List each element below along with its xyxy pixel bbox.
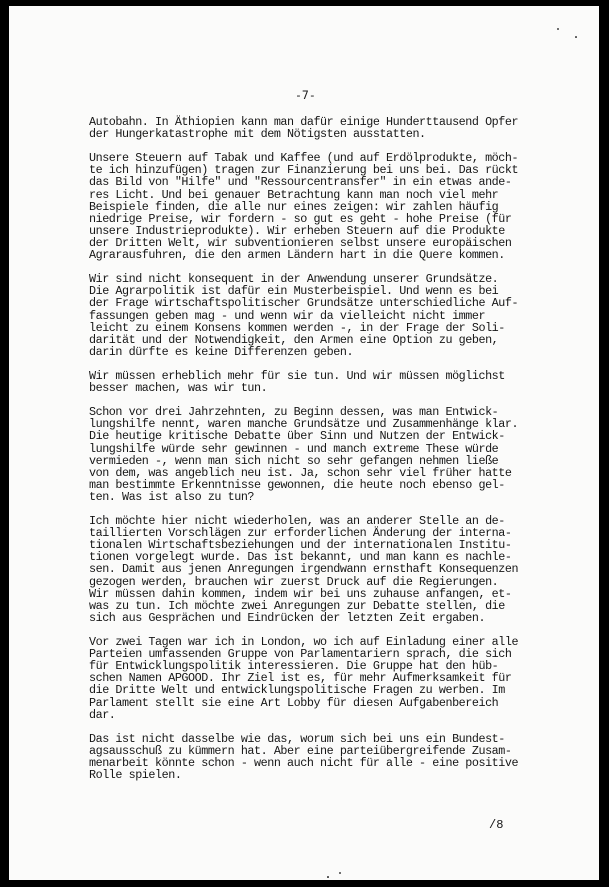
text-line: von dem, was angeblich neu ist. Ja, schon sehr viel früher hatte [89,465,512,480]
text-line: Parteien umfassenden Gruppe von Parlamentariern sprach, die sich [89,647,512,662]
text-line: Unsere Steuern auf Tabak und Kaffee (und auf Erdölprodukte, möch- [89,151,519,166]
scan-speck [327,876,329,878]
text-line: Agrarausfuhren, die den armen Ländern hart in die Quere kommen. [89,248,505,263]
text-line: Wir müssen erheblich mehr für sie tun. Und wir müssen möglichst [89,368,505,383]
text-line: res Licht. Und bei genauer Betrachtung kann man noch viel mehr [89,187,499,202]
scan-speck [575,36,577,38]
scan-speck [339,872,341,874]
text-line: te ich hinzufügen) tragen zur Finanzierung bei uns bei. Das rückt [89,163,519,178]
paragraph [89,152,559,261]
text-line: Wir sind nicht konsequent in der Anwendung unserer Grundsätze. [89,272,499,287]
text-line: tionen vorgelegt wurde. Das ist bekannt, und man kann es nachle- [89,550,512,565]
text-line: der Hungerkatastrophe mit dem Nötigsten ausstatten. [89,127,426,142]
text-line: Rolle spielen. [89,768,182,783]
text-line: Vor zwei Tagen war ich in London, wo ich auf Einladung einer alle [89,635,519,650]
paragraph [89,515,559,624]
text-line: Parlament stellt sie eine Art Lobby für diesen Aufgabenbereich [89,695,499,710]
paragraph [89,273,559,358]
text-line: schen Namen APGOOD. Ihr Ziel ist es, für mehr Aufmerksamkeit für [89,671,512,686]
paragraph [89,116,559,140]
paragraph [89,733,559,781]
document-page [9,6,599,880]
text-line: sich aus Gesprächen und Eindrücken der letzten Zeit ergaben. [89,610,486,625]
text-line: Das ist nicht dasselbe wie das, worum sich bei uns ein Bundest- [89,731,505,746]
text-line: man bestimmte Erkenntnisse gewonnen, die heute noch ebenso gel- [89,477,505,492]
text-line: agsausschuß zu kümmern hat. Aber eine parteiübergreifende Zusam- [89,743,512,758]
scan-speck [557,28,559,30]
text-line: für Entwicklungspolitik interessieren. Die Gruppe hat den hüb- [89,659,499,674]
text-line: Die Agrarpolitik ist dafür ein Musterbeispiel. Und wenn es bei [89,284,499,299]
text-line: ten. Was ist also zu tun? [89,489,255,504]
text-line: fassungen geben mag - und wenn wir da vielleicht nicht immer [89,308,486,323]
text-line: gezogen werden, brauchen wir zuerst Druck auf die Regierungen. [89,574,499,589]
text-line: dar. [89,707,116,722]
text-line: darität und der Notwendigkeit, den Armen eine Option zu geben, [89,332,499,347]
paragraph [89,636,559,721]
text-line: vermieden -, wenn man sich nicht so sehr gefangen nehmen ließe [89,453,499,468]
text-line: Die heutige kritische Debatte über Sinn und Nutzen der Entwick- [89,429,505,444]
text-line: niedrige Preise, wir fordern - so gut es geht - hohe Preise (für [89,211,512,226]
text-line: unsere Industrieprodukte). Wir erheben Steuern auf die Produkte [89,223,505,238]
text-line: Ich möchte hier nicht wiederholen, was an anderer Stelle an de- [89,514,505,529]
text-line: besser machen, was wir tun. [89,381,268,396]
document-body [89,116,559,793]
text-line: das Bild von "Hilfe" und "Ressourcentransfer" in ein etwas ande- [89,175,512,190]
text-line: Schon vor drei Jahrzehnten, zu Beginn dessen, was man Entwick- [89,405,499,420]
text-line: die Dritte Welt und entwicklungspolitische Fragen zu werben. Im [89,683,505,698]
page-number: -7- [295,88,316,102]
text-line: Autobahn. In Äthiopien kann man dafür einige Hunderttausend Opfer [89,115,519,129]
text-line: was zu tun. Ich möchte zwei Anregungen zur Debatte stellen, die [89,598,505,613]
text-line: der Frage wirtschaftspolitischer Grundsätze unterschiedliche Auf- [89,296,519,311]
text-line: lungshilfe würde sehr gewinnen - und manch extreme These würde [89,441,499,456]
text-line: lungshilfe nennt, waren manche Grundsätze und Zusammenhänge klar. [89,417,519,432]
text-line: Beispiele finden, die alle nur eines zeigen: wir zahlen häufig [89,199,499,214]
text-line: leicht zu einem Konsens kommen werden -, in der Frage der Soli- [89,320,505,335]
text-line: menarbeit könnte schon - wenn auch nicht für alle - eine positive [89,755,519,770]
text-line: tionalen Wirtschaftsbeziehungen und der internationalen Institu- [89,538,512,553]
text-line: der Dritten Welt, wir subventionieren selbst unsere europäischen [89,235,512,250]
paragraph [89,370,559,394]
text-line: darin dürfte es keine Differenzen geben. [89,344,354,359]
text-line: taillierten Vorschlägen zur erforderlichen Änderung der interna- [89,526,512,541]
paragraph [89,406,559,503]
text-line: sen. Damit aus jenen Anregungen irgendwann ernsthaft Konsequenzen [89,562,519,577]
continuation-marker: /8 [489,818,504,832]
text-line: Wir müssen dahin kommen, indem wir bei uns zuhause anfangen, et- [89,586,512,601]
